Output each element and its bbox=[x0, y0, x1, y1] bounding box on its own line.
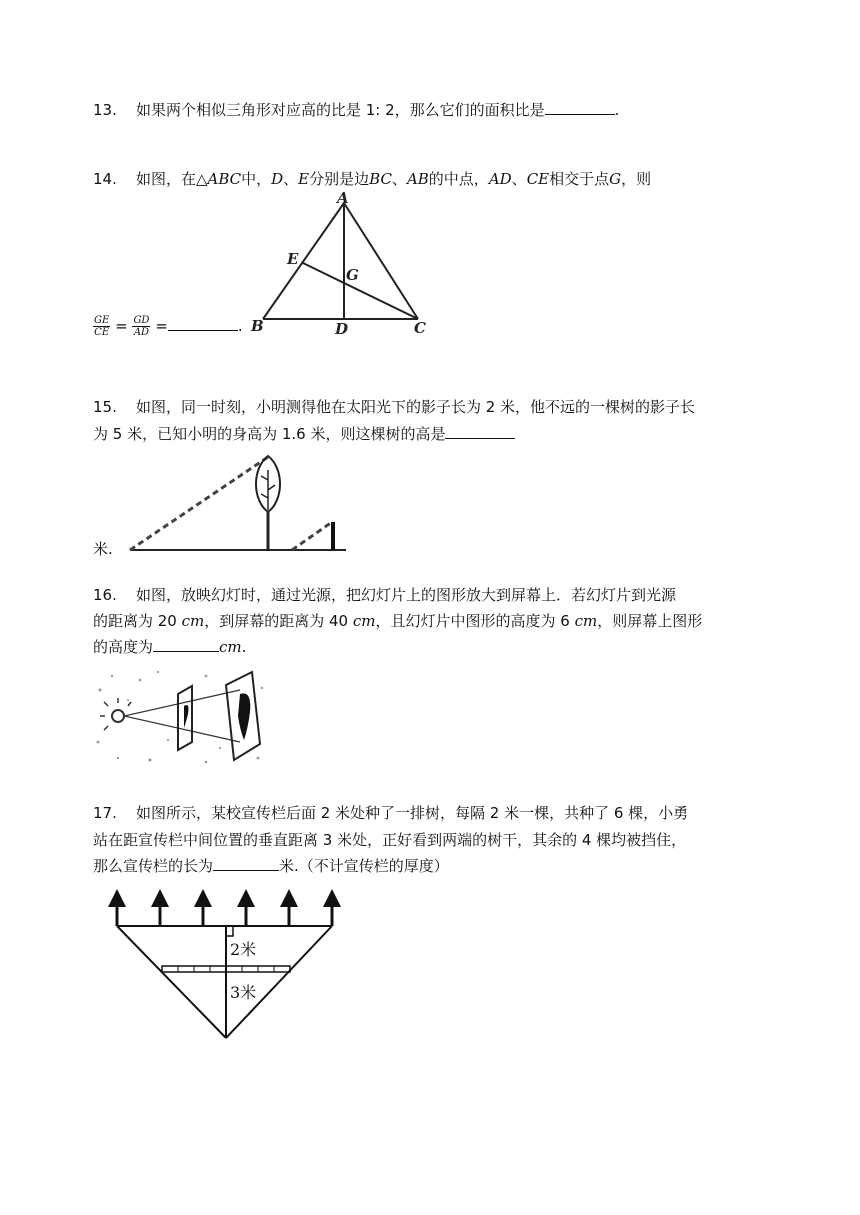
tree-veins bbox=[261, 470, 275, 510]
fraction-ge-ce: $\frac{GE}{CE}$ bbox=[94, 315, 110, 338]
answer-blank[interactable] bbox=[445, 423, 515, 439]
text-segment: ，则 bbox=[621, 170, 652, 188]
text-segment: 如图，在△ bbox=[135, 170, 208, 188]
answer-blank[interactable] bbox=[153, 636, 219, 652]
text-segment: 、 bbox=[391, 170, 407, 188]
question-17-line-2 bbox=[93, 829, 686, 851]
tree-arrows bbox=[108, 889, 341, 907]
text-segment: 相交于点 bbox=[549, 170, 610, 188]
question-15-line-2 bbox=[93, 423, 515, 445]
question-16-line-2 bbox=[93, 610, 702, 632]
text-segment: 、 bbox=[283, 170, 299, 188]
question-14 bbox=[93, 168, 651, 190]
math-var: CE bbox=[526, 170, 550, 188]
math-var: ABC bbox=[207, 170, 242, 188]
unit-cm: cm bbox=[219, 638, 242, 656]
equals-sign: = bbox=[115, 317, 128, 335]
unit-cm: cm bbox=[574, 612, 598, 630]
person-sun-ray bbox=[292, 522, 332, 550]
math-var: AB bbox=[406, 170, 429, 188]
text-segment: 分别是边 bbox=[309, 170, 370, 188]
tree-shadow-diagram bbox=[125, 450, 365, 560]
question-text: 如图，同一时刻，小明测得他在太阳光下的影子长为 2 米，他不远的一棵树的影子长 bbox=[135, 398, 696, 416]
question-text: 如图，放映幻灯时，通过光源，把幻灯片上的图形放大到屏幕上．若幻灯片到光源 bbox=[135, 586, 676, 604]
question-text: 如果两个相似三角形对应高的比是 1: 2，那么它们的面积比是 bbox=[135, 101, 545, 119]
side-ab bbox=[263, 203, 344, 319]
text-segment: ，则屏幕上图形 bbox=[597, 612, 703, 630]
question-16-line-1 bbox=[93, 584, 676, 606]
answer-blank[interactable] bbox=[168, 315, 238, 331]
math-var: E bbox=[298, 170, 310, 188]
question-15-unit bbox=[93, 538, 113, 560]
question-14-answer bbox=[93, 315, 243, 338]
projection-lines bbox=[124, 690, 240, 742]
text-segment: ，到屏幕的距离为 40 bbox=[204, 612, 353, 630]
label-3m: 3米 bbox=[230, 983, 257, 1002]
question-17-line-3 bbox=[93, 855, 449, 877]
sight-line-left bbox=[117, 926, 226, 1038]
question-number: 14. bbox=[93, 170, 117, 188]
text-segment: 的中点， bbox=[428, 170, 489, 188]
answer-blank[interactable] bbox=[213, 855, 279, 871]
question-number: 17. bbox=[93, 804, 117, 822]
question-number: 15. bbox=[93, 398, 117, 416]
text-segment: 的距离为 20 bbox=[93, 612, 182, 630]
light-source-bulb bbox=[112, 710, 124, 722]
question-16-line-3 bbox=[93, 636, 246, 658]
label-2m: 2米 bbox=[230, 940, 257, 959]
math-var: BC bbox=[369, 170, 392, 188]
triangle-diagram bbox=[250, 190, 450, 340]
billboard-tree-diagram bbox=[105, 885, 355, 1045]
label-g: G bbox=[346, 266, 359, 284]
question-17-line-1 bbox=[93, 802, 688, 824]
screen-figure bbox=[238, 693, 250, 740]
period: . bbox=[614, 101, 620, 119]
math-var: G bbox=[609, 170, 622, 188]
period: . bbox=[241, 638, 247, 656]
question-text: 为 5 米，已知小明的身高为 1.6 米，则这棵树的高是 bbox=[93, 425, 446, 443]
question-number: 16. bbox=[93, 586, 117, 604]
slide-figure bbox=[184, 705, 189, 728]
math-var: AD bbox=[488, 170, 512, 188]
tree-trunks bbox=[117, 905, 332, 926]
unit-cm: cm bbox=[352, 612, 376, 630]
text-segment: 米.（不计宣传栏的厚度） bbox=[279, 857, 449, 875]
question-text: 站在距宣传栏中间位置的垂直距离 3 米处，正好看到两端的树干，其余的 4 棵均被挡住， bbox=[93, 831, 687, 849]
period: . bbox=[237, 317, 243, 335]
right-angle-mark bbox=[226, 926, 233, 936]
text-segment: ，且幻灯片中图形的高度为 6 bbox=[375, 612, 575, 630]
question-number: 13. bbox=[93, 101, 117, 119]
text-segment: 那么宣传栏的长为 bbox=[93, 857, 214, 875]
label-e: E bbox=[287, 250, 299, 268]
fraction-gd-ad: $\frac{GD}{AD}$ bbox=[133, 315, 150, 338]
label-a: A bbox=[337, 189, 349, 207]
light-rays bbox=[100, 698, 131, 730]
text-segment: 中， bbox=[241, 170, 272, 188]
label-c: C bbox=[414, 319, 426, 337]
unit-text: 米. bbox=[93, 540, 113, 558]
question-text: 如图所示，某校宣传栏后面 2 米处种了一排树，每隔 2 米一棵，共种了 6 棵，小勇 bbox=[135, 804, 689, 822]
text-segment: 、 bbox=[511, 170, 527, 188]
math-var: D bbox=[271, 170, 284, 188]
tree-sun-ray bbox=[130, 457, 268, 550]
label-b: B bbox=[251, 317, 264, 335]
question-15-line-1 bbox=[93, 396, 695, 418]
answer-blank[interactable] bbox=[545, 99, 615, 115]
equals-sign: = bbox=[155, 317, 168, 335]
projector-diagram bbox=[92, 665, 272, 775]
text-segment: 的高度为 bbox=[93, 638, 154, 656]
question-13 bbox=[93, 99, 619, 121]
unit-cm: cm bbox=[181, 612, 205, 630]
label-d: D bbox=[335, 320, 349, 338]
